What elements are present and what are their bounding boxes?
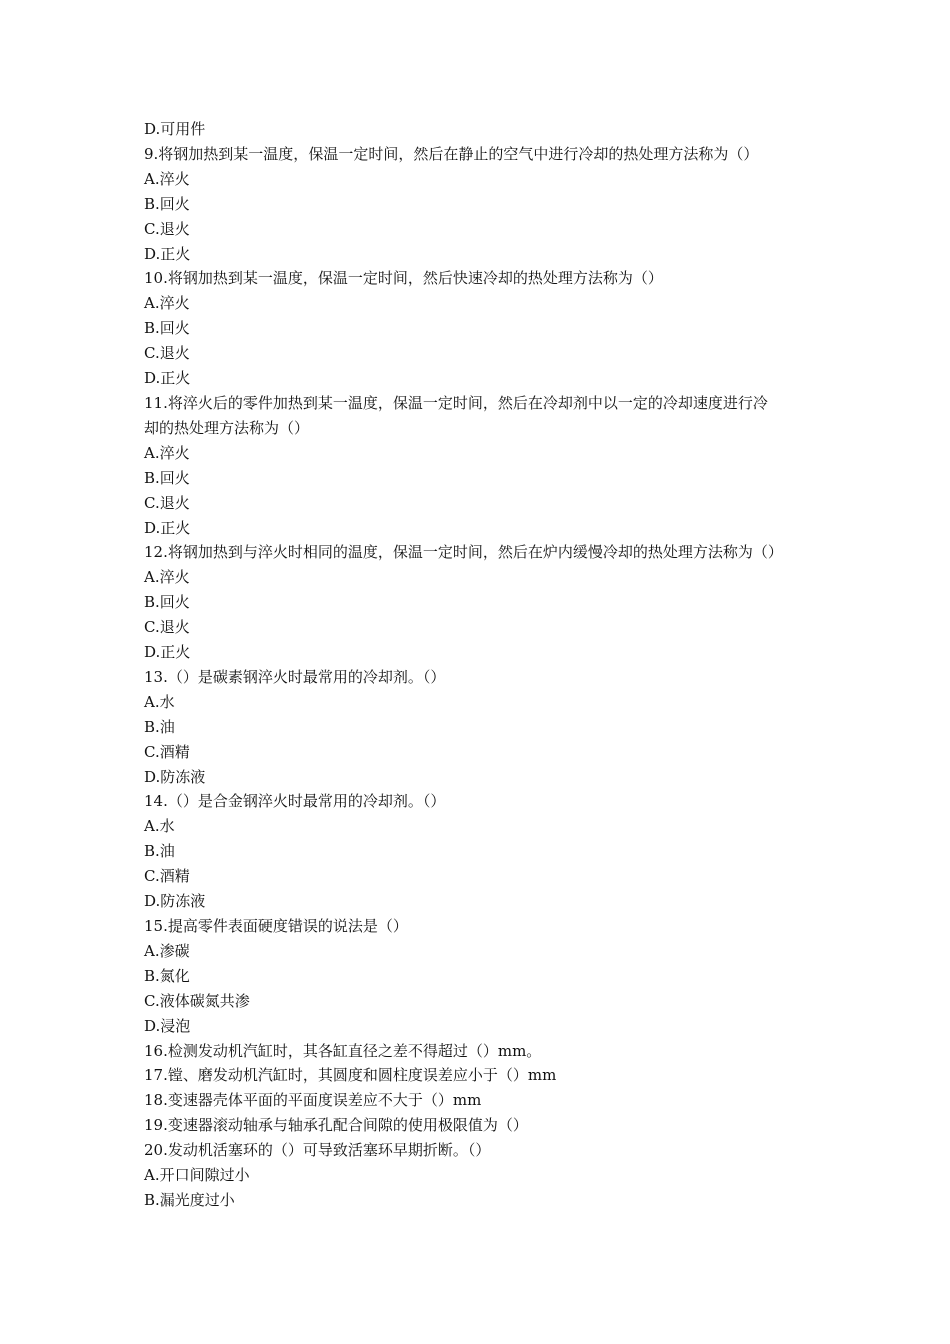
option-a: A.淬火 — [144, 443, 190, 462]
option-a: A.淬火 — [144, 568, 190, 587]
text-line: D.可用件 — [144, 120, 206, 138]
option-d: D.防冻液 — [144, 767, 206, 786]
option-a: A.淬火 — [144, 294, 190, 313]
question-10: 10.将钢加热到某一温度，保温一定时间，然后快速冷却的热处理方法称为（） — [144, 269, 663, 288]
option-d: D.正火 — [144, 643, 191, 662]
option-a: A.渗碳 — [144, 941, 190, 960]
option-a: A.开口间隙过小 — [144, 1166, 250, 1185]
option-a: A.淬火 — [144, 169, 190, 188]
question-13: 13.（）是碳素钢淬火时最常用的冷却剂。（） — [144, 667, 446, 686]
option-b: B.回火 — [144, 593, 190, 612]
option-c: C.酒精 — [144, 742, 190, 761]
option-c: C.退火 — [144, 344, 190, 363]
option-c: C.退火 — [144, 618, 190, 637]
option-d: D.正火 — [144, 369, 191, 388]
question-16: 16.检测发动机汽缸时，其各缸直径之差不得超过（）mm。 — [144, 1041, 542, 1060]
question-14: 14.（）是合金钢淬火时最常用的冷却剂。（） — [144, 792, 446, 811]
option-c: C.液体碳氮共渗 — [144, 991, 250, 1010]
question-11-continued: 却的热处理方法称为（） — [144, 418, 310, 437]
option-c: C.酒精 — [144, 867, 190, 886]
option-b: B.油 — [144, 717, 175, 736]
option-b: B.回火 — [144, 468, 190, 487]
question-17: 17.镗、磨发动机汽缸时，其圆度和圆柱度误差应小于（）mm — [144, 1066, 557, 1085]
option-d: D.正火 — [144, 244, 191, 263]
option-a: A.水 — [144, 817, 175, 836]
question-9: 9.将钢加热到某一温度，保温一定时间，然后在静止的空气中进行冷却的热处理方法称为（） — [144, 144, 759, 163]
option-d: D.防冻液 — [144, 892, 206, 911]
option-d: D.正火 — [144, 518, 191, 537]
option-b: B.氮化 — [144, 966, 190, 985]
question-20: 20.发动机活塞环的（）可导致活塞环早期折断。（） — [144, 1141, 491, 1160]
option-b: B.回火 — [144, 194, 190, 213]
option-b: B.漏光度过小 — [144, 1190, 235, 1209]
option-c: C.退火 — [144, 219, 190, 238]
question-15: 15.提高零件表面硬度错误的说法是（） — [144, 917, 408, 935]
document-page — [144, 117, 816, 1213]
option-d: D.浸泡 — [144, 1016, 191, 1035]
option-b: B.回火 — [144, 319, 190, 338]
question-18: 18.变速器壳体平面的平面度误差应不大于（）mm — [144, 1091, 482, 1110]
question-12: 12.将钢加热到与淬火时相同的温度，保温一定时间，然后在炉内缓慢冷却的热处理方法称为（） — [144, 543, 783, 562]
option-c: C.退火 — [144, 493, 190, 512]
question-11: 11.将淬火后的零件加热到某一温度，保温一定时间，然后在冷却剂中以一定的冷却速度进行冷 — [144, 393, 768, 412]
option-a: A.水 — [144, 692, 175, 711]
option-b: B.油 — [144, 842, 175, 861]
question-19: 19.变速器滚动轴承与轴承孔配合间隙的使用极限值为（） — [144, 1116, 528, 1135]
